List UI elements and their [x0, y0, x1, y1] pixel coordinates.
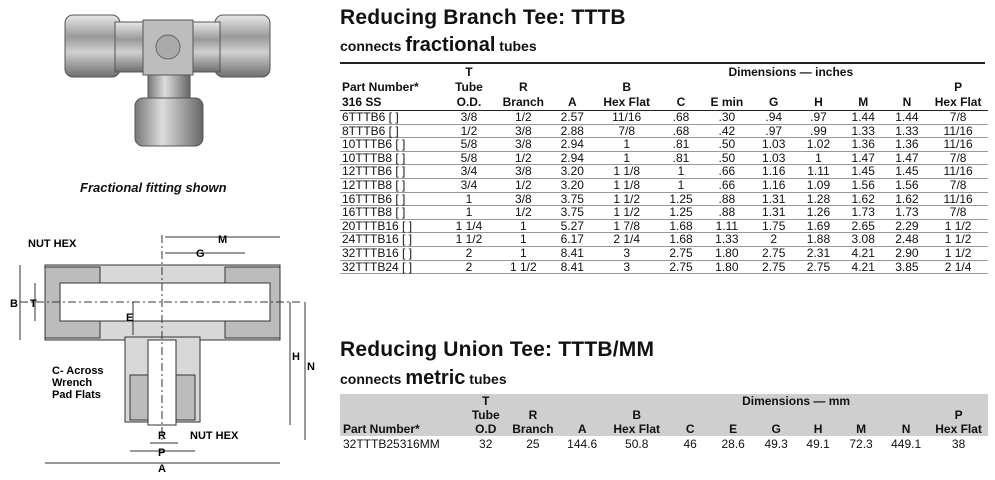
table-cell: 49.1	[806, 437, 830, 451]
table-row	[340, 260, 988, 274]
table-cell: 1	[796, 151, 841, 165]
table-cell: 11/16	[928, 124, 988, 138]
met-head-p2: Hex Flat	[929, 422, 988, 436]
table-cell: 2.88	[551, 124, 594, 138]
table-row	[340, 111, 988, 125]
table-cell: 1.75	[751, 219, 796, 233]
diagram-c-line3: Pad Flats	[52, 389, 101, 401]
table-row	[340, 206, 988, 220]
met-head-t1: T	[466, 394, 506, 408]
table-cell: 11/16	[928, 192, 988, 206]
metric-title: Reducing Union Tee: TTTB/MM	[340, 338, 655, 361]
table-cell: 3/4	[442, 165, 495, 179]
table-cell: 1	[442, 206, 495, 220]
frac-head-part: Part Number*	[342, 80, 419, 94]
met-dimensions-header: Dimensions — mm	[604, 394, 988, 408]
table-cell: 11/16	[928, 138, 988, 152]
table-cell: 1 1/8	[594, 165, 660, 179]
table-cell: 1 1/2	[928, 246, 988, 260]
table-cell: 1/2	[496, 151, 551, 165]
table-cell: 11/16	[594, 111, 660, 125]
table-cell: 1	[594, 151, 660, 165]
table-cell: .97	[751, 124, 796, 138]
table-cell: 1.33	[841, 124, 886, 138]
part-number-cell: 12TTTB6 [ ]	[340, 165, 442, 179]
table-cell: 3.08	[841, 233, 886, 247]
table-row	[340, 151, 988, 165]
table-row	[340, 246, 988, 260]
diagram-n: N	[307, 361, 315, 373]
table-cell: 1 1/2	[496, 260, 551, 274]
table-cell: 49.3	[764, 437, 788, 451]
table-cell: 1.03	[751, 151, 796, 165]
table-cell: 2	[751, 233, 796, 247]
table-cell: 1.02	[796, 138, 841, 152]
frac-head-blank	[340, 65, 442, 80]
part-number-cell: 24TTTB16 [ ]	[340, 233, 442, 247]
diagram-c-line1: C- Across	[52, 365, 104, 377]
table-cell: 3.75	[551, 192, 594, 206]
table-cell: 2.94	[551, 151, 594, 165]
metric-table	[340, 394, 988, 452]
metric-table-wrap	[340, 394, 988, 452]
metric-connects: connects	[340, 371, 402, 387]
table-cell: 11/16	[928, 165, 988, 179]
table-cell: 2 1/4	[594, 233, 660, 247]
table-cell: 1.88	[796, 233, 841, 247]
table-cell: 1.80	[702, 260, 751, 274]
table-cell: 38	[951, 437, 966, 451]
table-cell: 2.31	[796, 246, 841, 260]
table-cell: 7/8	[928, 178, 988, 192]
table-cell: 1.73	[886, 206, 929, 220]
table-cell: 2.48	[886, 233, 929, 247]
diagram-p: P	[158, 447, 166, 459]
diagram-t: T	[30, 298, 37, 310]
part-number-cell: 10TTTB6 [ ]	[340, 138, 442, 152]
table-cell: .30	[702, 111, 751, 125]
frac-head-a: A	[567, 95, 577, 109]
table-cell: 3/8	[496, 192, 551, 206]
table-cell: .66	[702, 165, 751, 179]
dimension-diagram	[0, 225, 330, 475]
frac-head-m: M	[858, 95, 869, 109]
frac-head-t2: Tube	[455, 80, 483, 94]
table-cell: 1.47	[886, 151, 929, 165]
met-head-t2: Tube	[466, 408, 506, 422]
table-cell: 1 1/2	[442, 233, 495, 247]
table-cell: .68	[660, 111, 703, 125]
diagram-nut-hex-top: NUT HEX	[28, 238, 77, 250]
table-cell: 1.45	[886, 165, 929, 179]
table-cell: 1	[594, 138, 660, 152]
frac-head-p2: Hex Flat	[934, 95, 982, 109]
table-cell: 1.73	[841, 206, 886, 220]
frac-head-p1: P	[954, 80, 963, 94]
table-cell: 7/8	[594, 124, 660, 138]
table-cell: 3/8	[496, 138, 551, 152]
table-cell: 2 1/4	[928, 260, 988, 274]
met-head-r2: Branch	[506, 422, 561, 436]
table-cell: 1	[660, 165, 703, 179]
fractional-subtitle	[340, 34, 537, 57]
table-cell: 3/8	[496, 124, 551, 138]
frac-head-t1: T	[465, 65, 473, 79]
met-head-p1: P	[929, 408, 988, 422]
table-cell: 1.68	[660, 233, 703, 247]
table-cell: 32	[479, 437, 493, 451]
table-cell: 1.31	[751, 192, 796, 206]
table-cell: 7/8	[928, 206, 988, 220]
table-cell: 1	[496, 233, 551, 247]
table-cell: 1 1/2	[594, 192, 660, 206]
table-cell: 1.47	[841, 151, 886, 165]
table-cell: 2.75	[796, 260, 841, 274]
table-cell: 1/2	[496, 178, 551, 192]
table-cell: 1	[496, 246, 551, 260]
table-cell: .42	[702, 124, 751, 138]
table-cell: 1 1/2	[928, 233, 988, 247]
table-row	[340, 219, 988, 233]
fractional-table-wrap	[340, 65, 988, 274]
diagram-c-line2: Wrench	[52, 377, 93, 389]
met-head-part: Part Number*	[340, 422, 466, 436]
table-cell: 1	[442, 192, 495, 206]
table-cell: 3.85	[886, 260, 929, 274]
table-cell: 6.17	[551, 233, 594, 247]
frac-head-part2: 316 SS	[342, 95, 382, 109]
table-cell: 1.68	[660, 219, 703, 233]
table-cell: 1.44	[841, 111, 886, 125]
met-head-m: M	[839, 422, 883, 436]
diagram-nut-hex-bottom: NUT HEX	[190, 430, 239, 442]
table-cell: 3.20	[551, 178, 594, 192]
table-cell: 1.03	[751, 138, 796, 152]
table-cell: 1.33	[886, 124, 929, 138]
diagram-a: A	[158, 463, 166, 475]
table-cell: 1.16	[751, 178, 796, 192]
table-cell: 1/2	[442, 124, 495, 138]
diagram-e: E	[126, 312, 134, 324]
table-cell: 4.21	[841, 246, 886, 260]
part-number-cell: 20TTTB16 [ ]	[340, 219, 442, 233]
table-cell: .50	[702, 151, 751, 165]
table-cell: 28.6	[721, 437, 745, 451]
table-cell: 25	[526, 437, 540, 451]
table-row	[340, 436, 988, 452]
part-number-cell: 32TTTB25316MM	[343, 437, 440, 451]
table-cell: 1.11	[702, 219, 751, 233]
fractional-table	[340, 65, 988, 274]
part-number-cell: 32TTTB24 [ ]	[340, 260, 442, 274]
table-cell: 2.75	[751, 260, 796, 274]
table-cell: 1.36	[841, 138, 886, 152]
table-cell: 1	[496, 219, 551, 233]
table-cell: 1.56	[841, 178, 886, 192]
part-number-cell: 32TTTB16 [ ]	[340, 246, 442, 260]
table-cell: 7/8	[928, 151, 988, 165]
metric-tubes: tubes	[469, 371, 507, 387]
table-cell: 4.21	[841, 260, 886, 274]
frac-head-r1: R	[518, 80, 528, 94]
table-cell: 2.57	[551, 111, 594, 125]
met-head-e: E	[711, 422, 755, 436]
table-cell: 2	[442, 246, 495, 260]
metric-type: metric	[405, 367, 466, 389]
table-cell: 1.62	[841, 192, 886, 206]
table-cell: 1/2	[496, 111, 551, 125]
table-cell: 50.8	[625, 437, 649, 451]
table-cell: 1.09	[796, 178, 841, 192]
table-cell: 449.1	[891, 437, 922, 451]
frac-head-r2: Branch	[502, 95, 544, 109]
table-cell: .88	[702, 206, 751, 220]
frac-head-n: N	[902, 95, 912, 109]
met-head-h: H	[797, 422, 839, 436]
table-row	[340, 124, 988, 138]
table-cell: 1.45	[841, 165, 886, 179]
frac-head-t3: O.D.	[456, 95, 482, 109]
met-head-t3: O.D	[466, 422, 506, 436]
table-cell: 1.69	[796, 219, 841, 233]
table-cell: 3/8	[496, 165, 551, 179]
frac-dimensions-header: Dimensions — inches	[728, 65, 854, 79]
table-cell: 1.16	[751, 165, 796, 179]
table-cell: 46	[683, 437, 697, 451]
table-cell: .66	[702, 178, 751, 192]
table-cell: .68	[660, 124, 703, 138]
table-row	[340, 178, 988, 192]
table-cell: 1.25	[660, 192, 703, 206]
fractional-tubes: tubes	[499, 38, 537, 54]
table-cell: 1 1/2	[928, 219, 988, 233]
frac-head-b1: B	[622, 80, 631, 94]
table-cell: 2.90	[886, 246, 929, 260]
table-cell: 3	[594, 260, 660, 274]
table-cell: 144.6	[567, 437, 598, 451]
table-row	[340, 233, 988, 247]
table-cell: 8.41	[551, 246, 594, 260]
table-cell: 1.31	[751, 206, 796, 220]
fractional-top-rule	[340, 62, 985, 64]
table-cell: .50	[702, 138, 751, 152]
table-cell: 3.20	[551, 165, 594, 179]
table-cell: 1.44	[886, 111, 929, 125]
table-cell: 1.80	[702, 246, 751, 260]
table-cell: 72.3	[849, 437, 873, 451]
fractional-type: fractional	[405, 34, 496, 56]
table-cell: 1.36	[886, 138, 929, 152]
table-cell: 3	[594, 246, 660, 260]
table-cell: 1/2	[496, 206, 551, 220]
table-cell: 2.94	[551, 138, 594, 152]
table-cell: .99	[796, 124, 841, 138]
met-head-r1: R	[506, 408, 561, 422]
part-number-cell: 10TTTB8 [ ]	[340, 151, 442, 165]
table-cell: 7/8	[928, 111, 988, 125]
table-cell: 2.75	[751, 246, 796, 260]
table-cell: 1.56	[886, 178, 929, 192]
diagram-h: H	[292, 351, 300, 363]
table-cell: 1 7/8	[594, 219, 660, 233]
part-number-cell: 16TTTB6 [ ]	[340, 192, 442, 206]
fitting-photo	[55, 0, 285, 150]
table-cell: .81	[660, 138, 703, 152]
table-row	[340, 165, 988, 179]
table-cell: 1 1/8	[594, 178, 660, 192]
table-cell: 3/4	[442, 178, 495, 192]
diagram-g: G	[196, 248, 205, 260]
frac-head-h: H	[814, 95, 823, 109]
table-row	[340, 138, 988, 152]
diagram-b: B	[10, 298, 18, 310]
diagram-m: M	[218, 234, 228, 246]
table-cell: 2.65	[841, 219, 886, 233]
part-number-cell: 16TTTB8 [ ]	[340, 206, 442, 220]
table-cell: 1.33	[702, 233, 751, 247]
table-cell: 2.75	[660, 246, 703, 260]
table-cell: .94	[751, 111, 796, 125]
met-head-b2: Hex Flat	[604, 422, 669, 436]
table-cell: 2.29	[886, 219, 929, 233]
fractional-connects: connects	[340, 38, 402, 54]
photo-caption: Fractional fitting shown	[80, 180, 227, 195]
met-head-c: C	[669, 422, 711, 436]
table-cell: 1.11	[796, 165, 841, 179]
table-cell: .81	[660, 151, 703, 165]
met-head-b1: B	[604, 408, 669, 422]
diagram-r: R	[158, 430, 166, 442]
frac-head-g: G	[769, 95, 779, 109]
metric-subtitle	[340, 367, 507, 390]
frac-head-b2: Hex Flat	[603, 95, 650, 109]
table-cell: 2.75	[660, 260, 703, 274]
part-number-cell: 6TTTB6 [ ]	[340, 111, 442, 125]
table-cell: 1 1/2	[594, 206, 660, 220]
table-cell: 5/8	[442, 138, 495, 152]
table-cell: 2	[442, 260, 495, 274]
part-number-cell: 12TTTB8 [ ]	[340, 178, 442, 192]
table-cell: 1.25	[660, 206, 703, 220]
table-row	[340, 192, 988, 206]
table-cell: .88	[702, 192, 751, 206]
met-head-n: N	[883, 422, 929, 436]
part-number-cell: 8TTTB6 [ ]	[340, 124, 442, 138]
frac-head-c: C	[676, 95, 686, 109]
table-cell: 8.41	[551, 260, 594, 274]
frac-head-e: E min	[710, 95, 744, 109]
table-cell: .97	[796, 111, 841, 125]
fractional-title: Reducing Branch Tee: TTTB	[340, 6, 626, 29]
table-cell: 1	[660, 178, 703, 192]
table-cell: 1.62	[886, 192, 929, 206]
table-cell: 1.28	[796, 192, 841, 206]
met-head-g: G	[755, 422, 797, 436]
table-cell: 3/8	[442, 111, 495, 125]
table-cell: 5.27	[551, 219, 594, 233]
met-head-a: A	[560, 422, 604, 436]
table-cell: 1 1/4	[442, 219, 495, 233]
table-cell: 1.26	[796, 206, 841, 220]
table-cell: 3.75	[551, 206, 594, 220]
table-cell: 5/8	[442, 151, 495, 165]
